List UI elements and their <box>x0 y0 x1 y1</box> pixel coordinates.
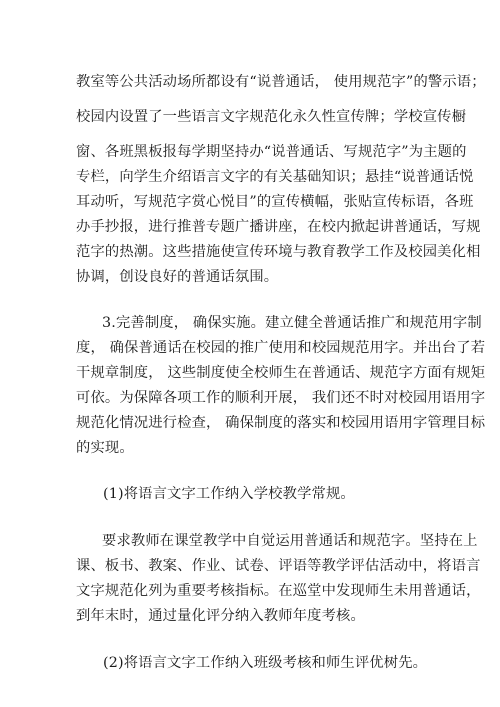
paragraph-line: 办手抄报，进行推普专题广播讲座，在校内掀起讲普通话，写规 <box>76 219 481 235</box>
paragraph-line: 干规章制度， 这些制度使全校师生在普通话、规范字方面有规矩 <box>76 365 486 381</box>
paragraph-line: 课、板书、教案、作业、试卷、评语等教学评估活动中，将语言 <box>76 558 481 574</box>
list-item-heading: (2)将语言文字工作纳入班级考核和师生评优树先。 <box>103 655 428 671</box>
paragraph-line: 耳动听，写规范字赏心悦目”的宣传横幅，张贴宣传标语，各班 <box>76 194 474 210</box>
paragraph-line-indented: 要求教师在课堂教学中自觉运用普通话和规范字。坚持在上 <box>102 533 478 549</box>
paragraph-line: 规范化情况进行检查， 确保制度的落实和校园用语用字管理目标 <box>76 415 486 431</box>
paragraph-line: 专栏，向学生介绍语言文字的有关基础知识；悬挂“说普通话悦 <box>76 169 474 185</box>
paragraph-line: 文字规范化列为重要考核指标。在巡堂中发现师生未用普通话， <box>76 583 481 599</box>
paragraph-line: 度， 确保普通话在校园的推广使用和校园规范用字。并出台了若 <box>76 340 486 356</box>
paragraph-line: 校园内设置了一些语言文字规范化永久性宣传牌；学校宣传橱 <box>76 109 467 125</box>
paragraph-line: 的实现。 <box>76 440 134 456</box>
paragraph-line: 可依。为保障各项工作的顺利开展， 我们还不时对校园用语用字 <box>76 390 486 406</box>
paragraph-line: 范字的热潮。这些措施使宣传环境与教育教学工作及校园美化相 <box>76 244 481 260</box>
paragraph-line: 教室等公共活动场所都设有“说普通话， 使用规范字”的警示语； <box>76 74 486 90</box>
paragraph-line: 协调，创设良好的普通话氛围。 <box>76 269 279 285</box>
paragraph-line: 到年末时，通过量化评分纳入教师年度考核。 <box>76 608 365 624</box>
list-item-heading: (1)将语言文字工作纳入学校教学常规。 <box>103 486 355 502</box>
paragraph-line: 窗、各班黑板报每学期坚持办“说普通话、写规范字”为主题的 <box>76 144 467 160</box>
paragraph-line-indented: 3.完善制度， 确保实施。建立健全普通话推广和规范用字制 <box>102 315 482 331</box>
